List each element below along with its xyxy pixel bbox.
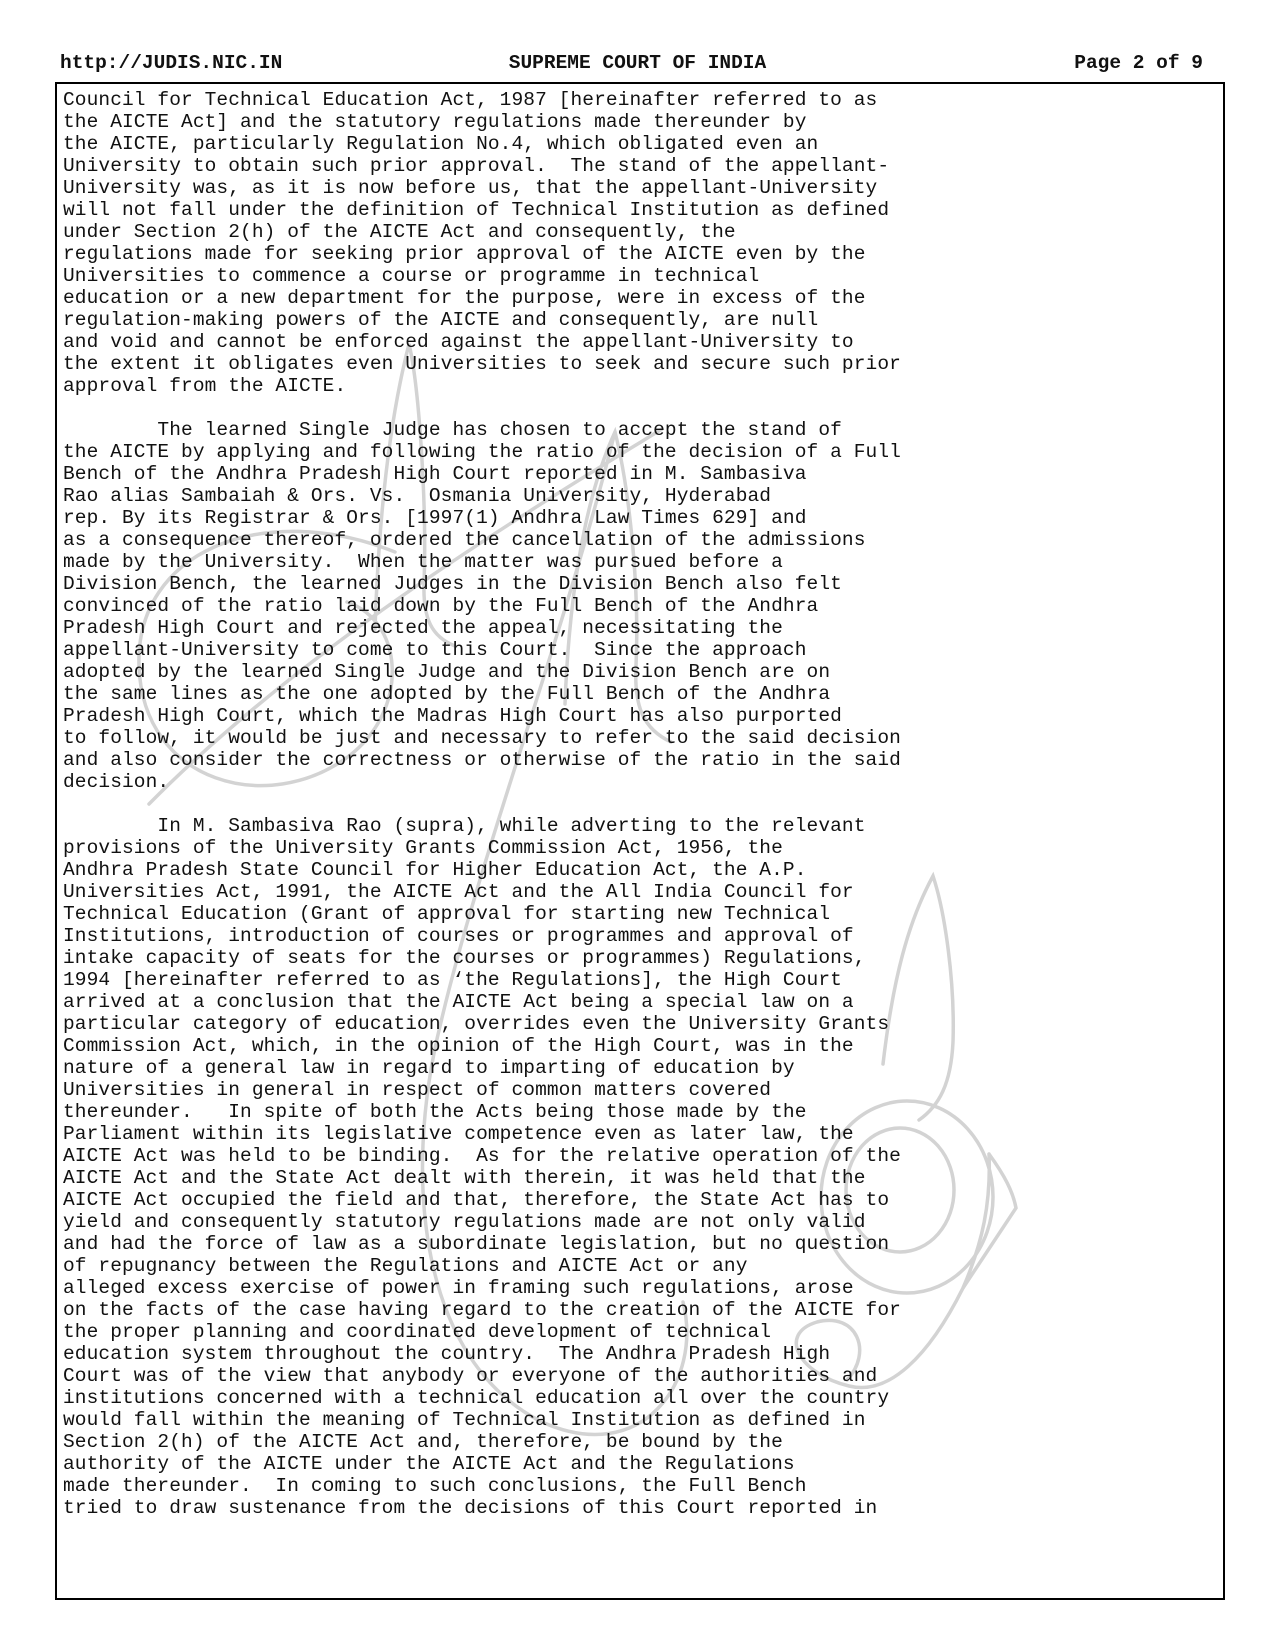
document-text-line: on the facts of the case having regard to the creation of the AICTE for: [63, 1299, 901, 1321]
document-text-line: the AICTE, particularly Regulation No.4, which obligated even an: [63, 133, 819, 155]
document-text-line: Pradesh High Court and rejected the appeal, necessitating the: [63, 617, 783, 639]
document-text-line: adopted by the learned Single Judge and the Division Bench are on: [63, 661, 831, 683]
document-text-line: arrived at a conclusion that the AICTE Act being a special law on a: [63, 991, 854, 1013]
document-text-line: Andhra Pradesh State Council for Higher Education Act, the A.P.: [63, 859, 807, 881]
document-text-line: Institutions, introduction of courses or programmes and approval of: [63, 925, 854, 947]
document-text-line: AICTE Act and the State Act dealt with therein, it was held that the: [63, 1167, 866, 1189]
document-text-line: Pradesh High Court, which the Madras High Court has also purported: [63, 705, 842, 727]
document-text-line: the extent it obligates even Universities to seek and secure such prior: [63, 353, 901, 375]
document-text-line: provisions of the University Grants Commission Act, 1956, the: [63, 837, 783, 859]
document-text-line: Commission Act, which, in the opinion of the High Court, was in the: [63, 1035, 854, 1057]
document-text-line: The learned Single Judge has chosen to accept the stand of: [63, 419, 842, 441]
document-text-line: [63, 793, 1217, 815]
document-text-line: tried to draw sustenance from the decisions of this Court reported in: [63, 1497, 878, 1519]
document-text-line: Technical Education (Grant of approval for starting new Technical: [63, 903, 831, 925]
document-text-line: made thereunder. In coming to such conclusions, the Full Bench: [63, 1475, 807, 1497]
document-text-line: as a consequence thereof, ordered the cancellation of the admissions: [63, 529, 866, 551]
document-text-line: Universities in general in respect of common matters covered: [63, 1079, 772, 1101]
document-text-line: education system throughout the country. The Andhra Pradesh High: [63, 1343, 831, 1365]
document-text-line: particular category of education, overrides even the University Grants: [63, 1013, 890, 1035]
document-text-line: approval from the AICTE.: [63, 375, 347, 397]
document-text-line: 1994 [hereinafter referred to as ‘the Regulations], the High Court: [63, 969, 842, 991]
header-court-title: SUPREME COURT OF INDIA: [508, 52, 767, 74]
document-text-line: the AICTE Act] and the statutory regulations made thereunder by: [63, 111, 807, 133]
document-text-line: appellant-University to come to this Court. Since the approach: [63, 639, 807, 661]
document-text-line: the same lines as the one adopted by the Full Bench of the Andhra: [63, 683, 831, 705]
document-text-line: Section 2(h) of the AICTE Act and, therefore, be bound by the: [63, 1431, 783, 1453]
document-text-line: alleged excess exercise of power in framing such regulations, arose: [63, 1277, 854, 1299]
document-text-line: nature of a general law in regard to imparting of education by: [63, 1057, 795, 1079]
document-text-line: yield and consequently statutory regulations made are not only valid: [63, 1211, 866, 1233]
document-text-line: Parliament within its legislative competence even as later law, the: [63, 1123, 854, 1145]
document-text-line: would fall within the meaning of Technical Institution as defined in: [63, 1409, 866, 1431]
document-text-line: institutions concerned with a technical education all over the country: [63, 1387, 890, 1409]
document-border-box: [55, 82, 1225, 1600]
document-text-line: education or a new department for the purpose, were in excess of the: [63, 287, 866, 309]
document-text-line: the proper planning and coordinated development of technical: [63, 1321, 772, 1343]
document-text-line: Universities to commence a course or programme in technical: [63, 265, 760, 287]
document-text-line: will not fall under the definition of Technical Institution as defined: [63, 199, 890, 221]
document-text-line: to follow, it would be just and necessary to refer to the said decision: [63, 727, 901, 749]
document-text-line: University to obtain such prior approval. The stand of the appellant-: [63, 155, 890, 177]
document-text-line: regulations made for seeking prior approval of the AICTE even by the: [63, 243, 866, 265]
document-text-line: Court was of the view that anybody or everyone of the authorities and: [63, 1365, 878, 1387]
document-text-line: of repugnancy between the Regulations and AICTE Act or any: [63, 1255, 748, 1277]
document-text-line: intake capacity of seats for the courses or programmes) Regulations,: [63, 947, 866, 969]
document-text-line: and also consider the correctness or otherwise of the ratio in the said: [63, 749, 901, 771]
page-header: [0, 50, 1275, 76]
document-text-line: the AICTE by applying and following the ratio of the decision of a Full: [63, 441, 901, 463]
document-text-line: rep. By its Registrar & Ors. [1997(1) Andhra Law Times 629] and: [63, 507, 807, 529]
judgment-body-text: [57, 84, 1223, 1519]
document-text-line: made by the University. When the matter was pursued before a: [63, 551, 783, 573]
document-text-line: thereunder. In spite of both the Acts being those made by the: [63, 1101, 807, 1123]
header-site-url: http://JUDIS.NIC.IN: [60, 52, 283, 74]
document-text-line: AICTE Act was held to be binding. As for the relative operation of the: [63, 1145, 901, 1167]
document-text-line: and void and cannot be enforced against the appellant-University to: [63, 331, 854, 353]
document-text-line: Rao alias Sambaiah & Ors. Vs. Osmania University, Hyderabad: [63, 485, 772, 507]
document-text-line: convinced of the ratio laid down by the Full Bench of the Andhra: [63, 595, 819, 617]
document-text-line: authority of the AICTE under the AICTE Act and the Regulations: [63, 1453, 795, 1475]
document-text-line: Council for Technical Education Act, 1987 [hereinafter referred to as: [63, 89, 878, 111]
document-text-line: AICTE Act occupied the field and that, therefore, the State Act has to: [63, 1189, 890, 1211]
document-text-line: In M. Sambasiva Rao (supra), while adverting to the relevant: [63, 815, 866, 837]
document-text-line: Bench of the Andhra Pradesh High Court reported in M. Sambasiva: [63, 463, 807, 485]
document-text-line: regulation-making powers of the AICTE and consequently, are null: [63, 309, 819, 331]
document-text-line: under Section 2(h) of the AICTE Act and consequently, the: [63, 221, 736, 243]
document-text-line: and had the force of law as a subordinate legislation, but no question: [63, 1233, 890, 1255]
header-page-indicator: Page 2 of 9: [1074, 52, 1203, 74]
document-text-line: Division Bench, the learned Judges in the Division Bench also felt: [63, 573, 842, 595]
document-text-line: decision.: [63, 771, 170, 793]
document-text-line: Universities Act, 1991, the AICTE Act and the All India Council for: [63, 881, 854, 903]
document-text-line: University was, as it is now before us, that the appellant-University: [63, 177, 878, 199]
document-text-line: [63, 397, 1217, 419]
